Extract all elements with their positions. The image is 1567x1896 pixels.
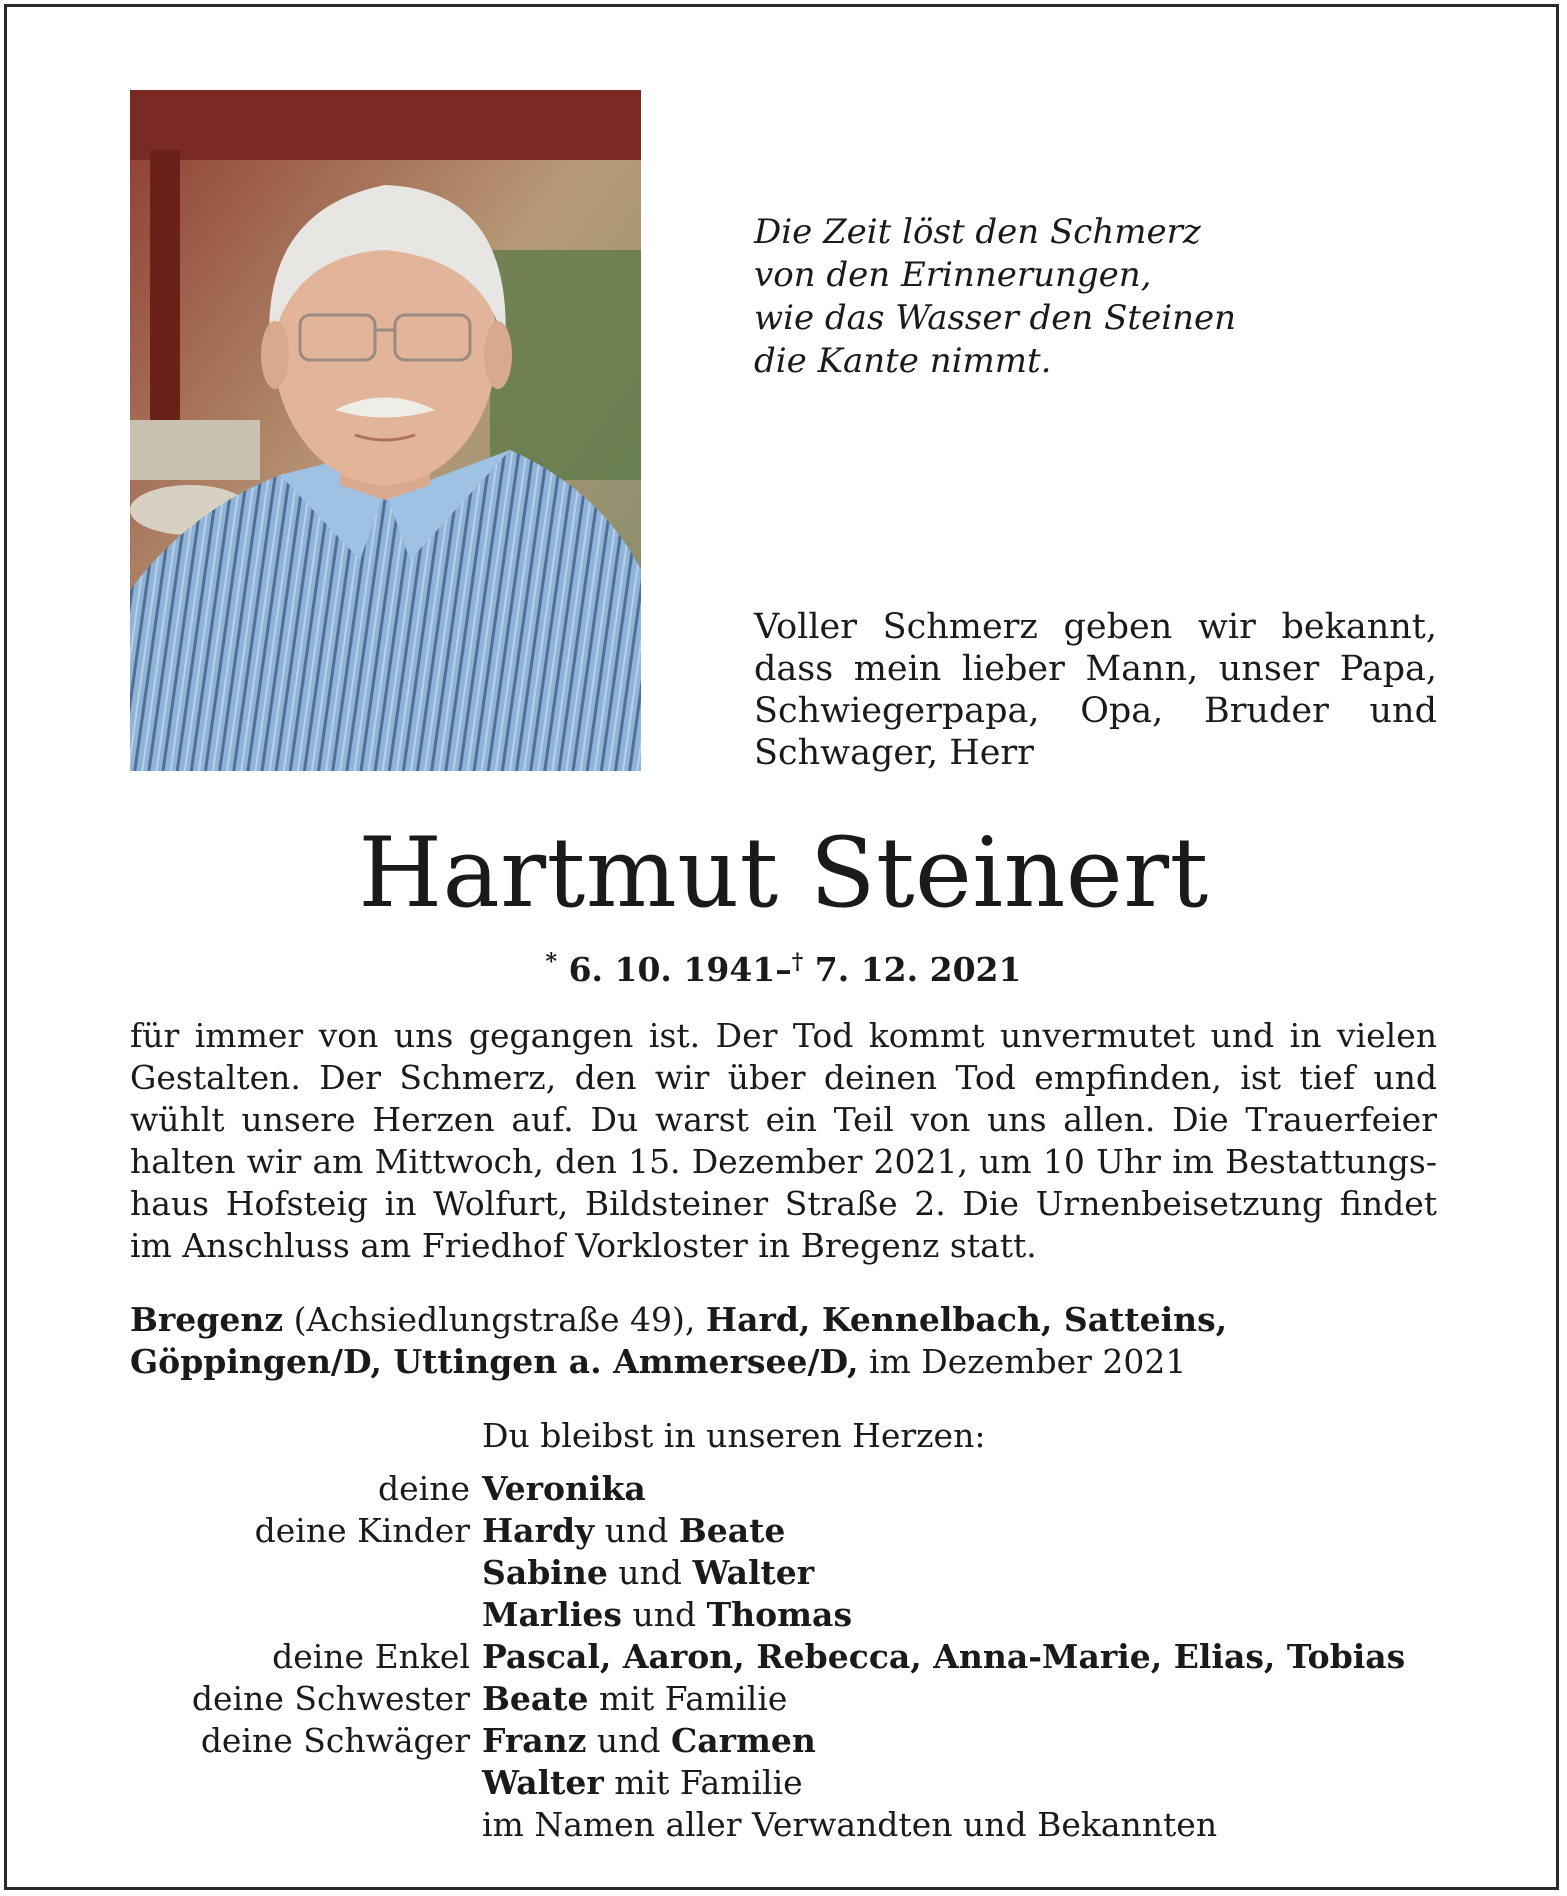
body-line: haus Hofsteig in Wolfurt, Bildsteiner Straße 2. Die Urnenbeisetzung findet [130,1184,1437,1223]
intro-line: Voller Schmerz geben wir bekannt, [754,607,1437,647]
relation-label: deine Kinder [254,1511,470,1550]
birth-date: 6. 10. 1941 [568,950,776,989]
mourner-name: Thomas [706,1595,853,1634]
conjunction: und [586,1721,671,1760]
place-bold: Göppingen/D, Uttingen a. Ammersee/D, [130,1342,859,1381]
relation-label: deine Schwäger [200,1721,470,1760]
mourner-row [130,1720,1450,1762]
place-address: (Achsiedlungstraße 49), [283,1300,706,1339]
deceased-name: Hartmut Steinert [358,817,1209,929]
mourner-name: Pascal, Aaron, Rebecca, Anna-Marie, Elias, Tobias [482,1637,1406,1676]
mourner-name: Franz [482,1721,587,1760]
mourner-name: Marlies [482,1595,622,1634]
mourner-name: Walter [482,1763,604,1802]
conjunction: und [607,1553,693,1592]
mourner-row [130,1510,1450,1552]
relation-label [130,1552,482,1594]
epitaph-quote [754,211,1314,383]
quote-line: wie das Wasser den Steinen [754,298,1236,338]
mourner-suffix: mit Familie [603,1763,803,1802]
death-symbol: † [791,949,804,975]
mourner-name: Veronika [482,1469,646,1508]
conjunction: und [621,1595,707,1634]
closing-line: im Namen aller Verwandten und Bekannten [482,1805,1218,1844]
mourner-row [130,1594,1450,1636]
body-line: im Anschluss am Friedhof Vorkloster in Bregenz statt. [130,1226,1037,1265]
intro-line: dass mein lieber Mann, unser Papa, [754,649,1437,689]
relation-label: deine [378,1469,470,1508]
intro-line: Schwager, Herr [754,733,1034,773]
date-separator: – [775,950,792,989]
mourner-row [130,1678,1450,1720]
quote-line: von den Erinnerungen, [754,255,1152,295]
places-and-date [130,1299,1437,1383]
mourner-name: Hardy [482,1511,595,1550]
mourner-suffix: mit Familie [588,1679,788,1718]
relation-label: deine Enkel [272,1637,470,1676]
place-bold: Bregenz [130,1300,284,1339]
mourner-row [130,1468,1450,1510]
announcement-intro [754,606,1437,774]
mourner-name: Beate [482,1679,589,1718]
mourner-name: Carmen [670,1721,816,1760]
relation-label [130,1804,482,1846]
relation-label [130,1762,482,1804]
notice-date: im Dezember 2021 [858,1342,1187,1381]
place-bold: Hard, Kennelbach, Satteins, [705,1300,1228,1339]
places-line [130,1299,1437,1341]
quote-line: die Kante nimmt. [754,341,1052,381]
conjunction: und [594,1511,679,1550]
body-line: Gestalten. Der Schmerz, den wir über deinen Tod empfinden, ist tief und [130,1058,1437,1097]
places-line [130,1341,1437,1383]
mourners-heading: Du bleibst in unseren Herzen: [482,1416,986,1455]
birth-symbol: * [545,949,558,975]
mourner-row [130,1636,1450,1678]
body-line: halten wir am Mittwoch, den 15. Dezember 2021, um 10 Uhr im Bestattungs- [130,1142,1437,1181]
mourner-row [130,1762,1450,1804]
death-date: 7. 12. 2021 [814,950,1022,989]
mourner-row [130,1552,1450,1594]
mourner-name: Walter [692,1553,815,1592]
life-dates [0,942,1567,990]
body-line: wühlt unsere Herzen auf. Du warst ein Teil von uns allen. Die Trauerfeier [130,1100,1437,1139]
relation-label [130,1594,482,1636]
intro-line: Schwiegerpapa, Opa, Bruder und [754,691,1437,731]
mourner-row [130,1804,1450,1846]
relation-label: deine Schwester [191,1679,470,1718]
body-line: für immer von uns gegangen ist. Der Tod kommt unvermutet und in vielen [130,1016,1437,1055]
mourners-list [130,1468,1450,1846]
mourner-name: Sabine [482,1553,608,1592]
funeral-details [130,1015,1437,1267]
quote-line: Die Zeit löst den Schmerz [754,212,1201,252]
portrait-photo [130,90,641,771]
mourner-name: Beate [678,1511,786,1550]
